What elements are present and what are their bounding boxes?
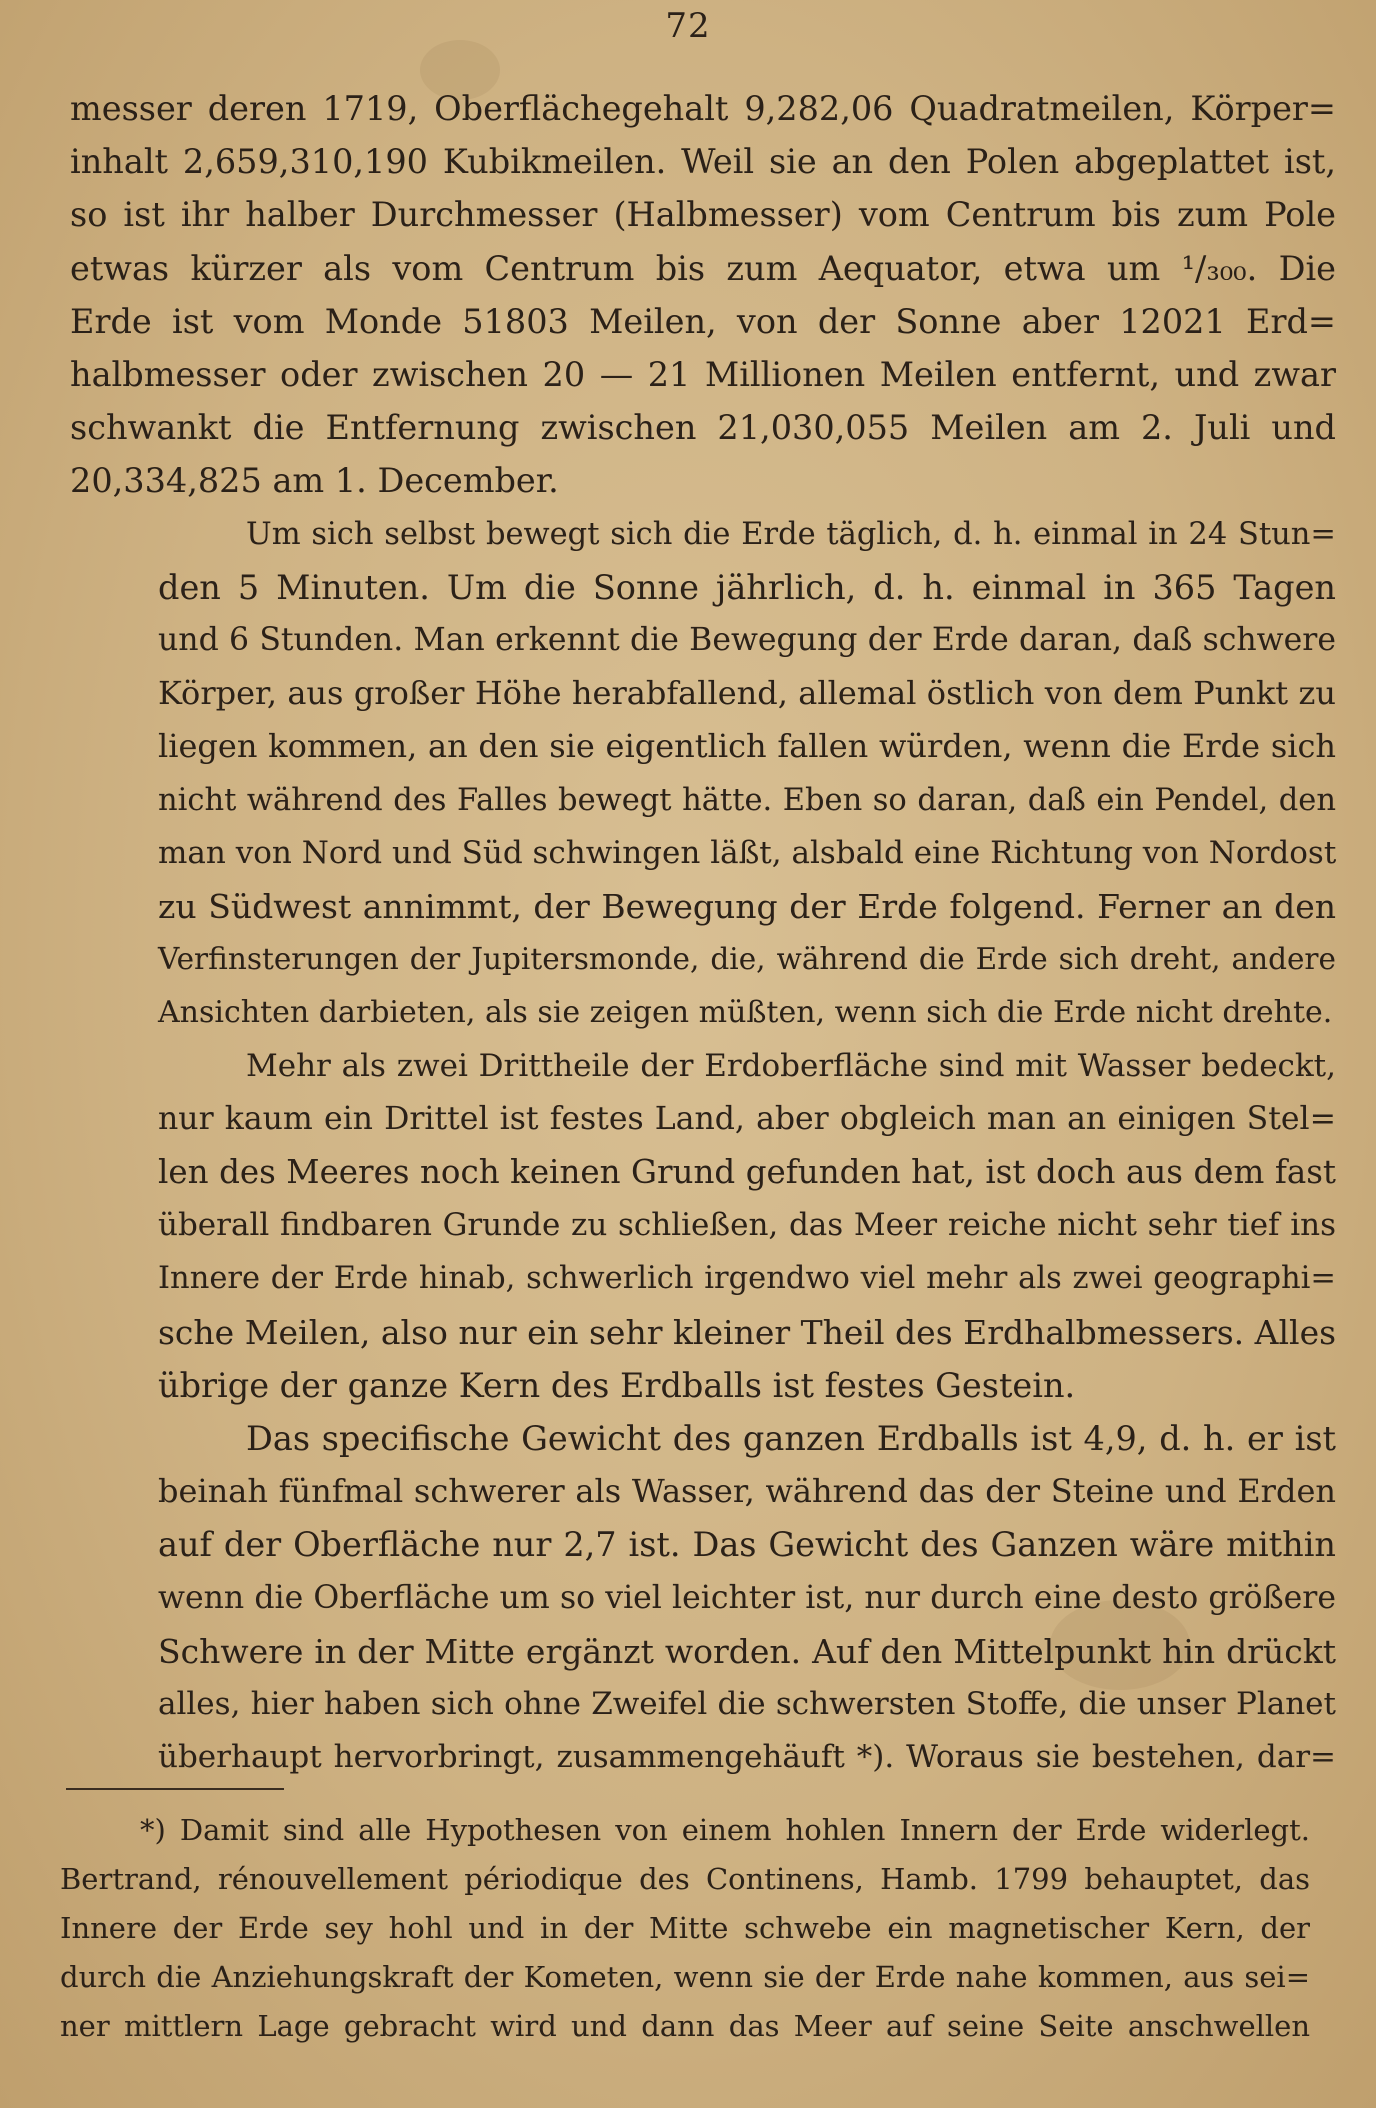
text-line: auf der Oberfläche nur 2,7 ist. Das Gewicht des Ganzen wäre mithin — [158, 1525, 1336, 1565]
paragraph-2 — [70, 508, 1336, 1040]
footnote — [60, 1806, 1310, 2051]
text-line: len des Meeres noch keinen Grund gefunden hat, ist doch aus dem fast — [158, 1153, 1336, 1192]
text-line: alles, hier haben sich ohne Zweifel die schwersten Stoffe, die unser Planet — [158, 1686, 1336, 1723]
text-line: zu Südwest annimmt, der Bewegung der Erde folgend. Ferner an den — [158, 887, 1336, 927]
text-line: so ist ihr halber Durchmesser (Halbmesser) vom Centrum bis zum Pole — [70, 195, 1336, 235]
body-text — [70, 82, 1336, 1785]
footnote-line: ner mittlern Lage gebracht wird und dann das Meer auf seine Seite anschwellen — [60, 2009, 1310, 2043]
page-number: 72 — [665, 6, 711, 46]
text-line: überall findbaren Grunde zu schließen, das Meer reiche nicht sehr tief ins — [158, 1207, 1336, 1244]
footnote-line: Innere der Erde sey hohl und in der Mitte schwebe ein magnetischer Kern, der — [60, 1911, 1310, 1945]
text-line: inhalt 2,659,310,190 Kubikmeilen. Weil sie an den Polen abgeplattet ist, — [70, 142, 1336, 182]
paragraph-1 — [70, 82, 1336, 508]
text-line: man von Nord und Süd schwingen läßt, alsbald eine Richtung von Nordost — [158, 834, 1336, 871]
footnote-divider — [66, 1788, 284, 1790]
text-line: beinah fünfmal schwerer als Wasser, während das der Steine und Erden — [158, 1472, 1336, 1511]
text-line: Erde ist vom Monde 51803 Meilen, von der Sonne aber 12021 Erd= — [70, 301, 1336, 341]
text-line: 20,334,825 am 1. December. — [70, 461, 559, 501]
text-line: den 5 Minuten. Um die Sonne jährlich, d. h. einmal in 365 Tagen — [158, 567, 1336, 607]
text-line: messer deren 1719, Oberflächegehalt 9,282,06 Quadratmeilen, Körper= — [70, 89, 1336, 128]
text-line: Verfinsterungen der Jupitersmonde, die, während die Erde sich dreht, andere — [158, 942, 1336, 977]
text-line: nicht während des Falles bewegt hätte. Eben so daran, daß ein Pendel, den — [158, 782, 1336, 818]
text-line: Ansichten darbieten, als sie zeigen müßten, wenn sich die Erde nicht drehte. — [158, 995, 1333, 1031]
text-line: halbmesser oder zwischen 20 — 21 Millionen Meilen entfernt, und zwar — [70, 355, 1336, 395]
text-line: etwas kürzer als vom Centrum bis zum Aequator, etwa um ¹/₃₀₀. Die — [70, 248, 1336, 288]
text-line: und 6 Stunden. Man erkennt die Bewegung der Erde daran, daß schwere — [158, 622, 1336, 659]
footnote-line: Bertrand, rénouvellement périodique des Continens, Hamb. 1799 behauptet, das — [60, 1862, 1310, 1896]
footnote-line: *) Damit sind alle Hypothesen von einem hohlen Innern der Erde widerlegt. — [140, 1813, 1310, 1847]
text-line: Das specifische Gewicht des ganzen Erdballs ist 4,9, d. h. er ist — [246, 1419, 1336, 1459]
text-line: Um sich selbst bewegt sich die Erde täglich, d. h. einmal in 24 Stun= — [246, 516, 1336, 552]
text-line: nur kaum ein Drittel ist festes Land, aber obgleich man an einigen Stel= — [158, 1100, 1336, 1137]
text-line: Innere der Erde hinab, schwerlich irgendwo viel mehr als zwei geographi= — [158, 1261, 1336, 1297]
text-line: übrige der ganze Kern des Erdballs ist festes Gestein. — [158, 1365, 1076, 1405]
text-line: überhaupt hervorbringt, zusammengehäuft *). Woraus sie bestehen, dar= — [158, 1739, 1336, 1776]
text-line: sche Meilen, also nur ein sehr kleiner Theil des Erdhalbmessers. Alles — [158, 1312, 1336, 1352]
text-line: Schwere in der Mitte ergänzt worden. Auf den Mittelpunkt hin drückt — [158, 1631, 1336, 1671]
text-line: Körper, aus großer Höhe herabfallend, allemal östlich von dem Punkt zu — [158, 674, 1336, 713]
text-line: Mehr als zwei Drittheile der Erdoberfläche sind mit Wasser bedeckt, — [246, 1047, 1336, 1084]
footnote-line: durch die Anziehungskraft der Kometen, wenn sie der Erde nahe kommen, aus sei= — [60, 1960, 1310, 1994]
paragraph-4 — [70, 1412, 1336, 1784]
text-line: liegen kommen, an den sie eigentlich fallen würden, wenn die Erde sich — [158, 727, 1336, 766]
text-line: schwankt die Entfernung zwischen 21,030,055 Meilen am 2. Juli und — [70, 408, 1336, 448]
text-line: wenn die Oberfläche um so viel leichter ist, nur durch eine desto größere — [158, 1579, 1336, 1616]
paragraph-3 — [70, 1040, 1336, 1412]
